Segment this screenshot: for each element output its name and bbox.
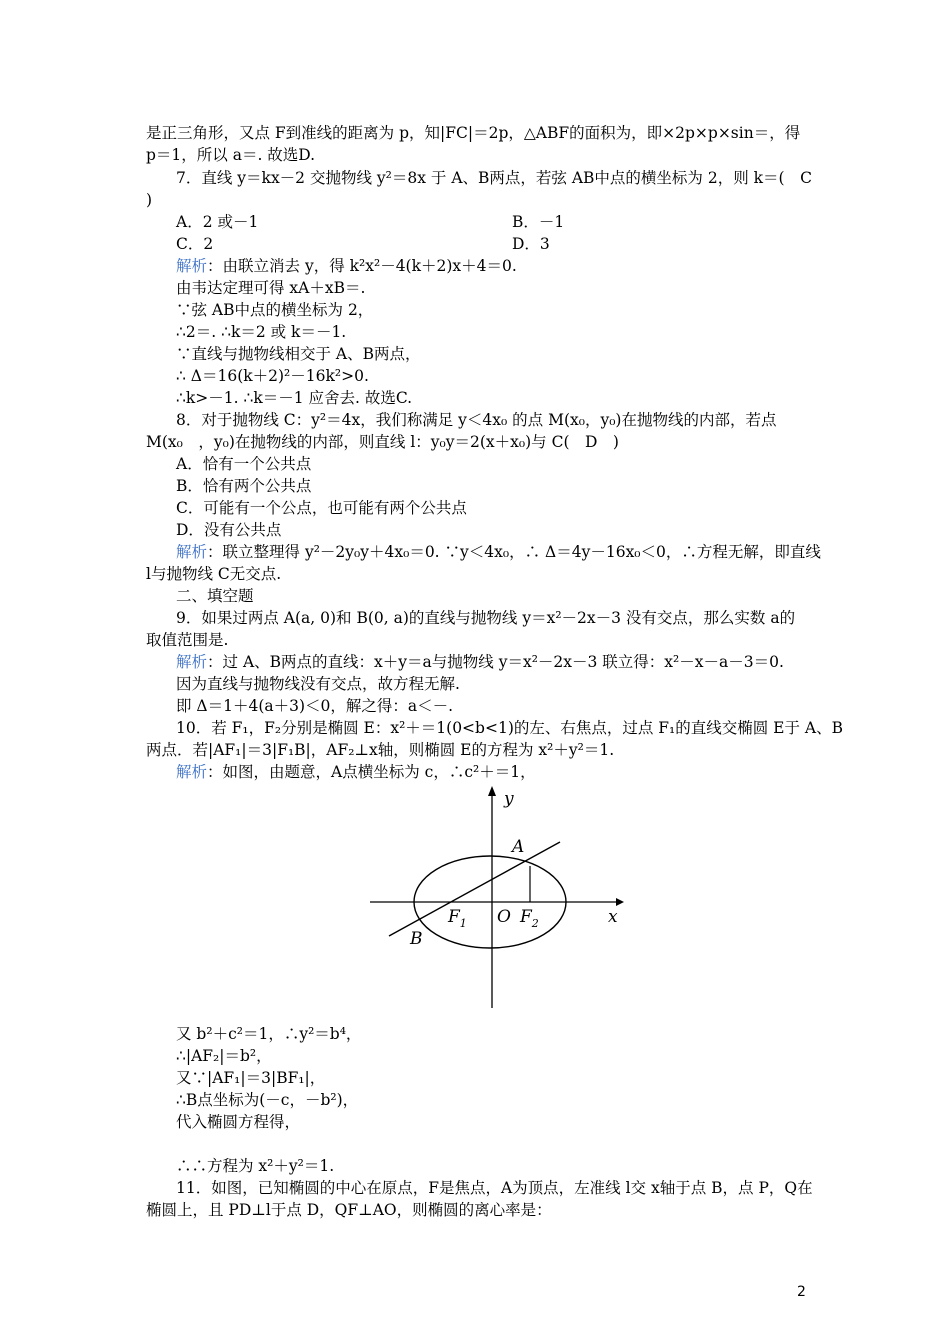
question-11-stem-cont: 椭圆上，且 PD⊥l于点 D，QF⊥AO，则椭圆的离心率是： bbox=[146, 1201, 552, 1219]
question-10-stem: 10．若 F₁，F₂分别是椭圆 E：x²＋＝1(0<b<1)的左、右焦点，过点 F₁的直线交椭圆 E于 A、B bbox=[176, 719, 844, 737]
q7-option-c: C．2 bbox=[176, 235, 214, 253]
ellipse-figure bbox=[360, 782, 630, 1012]
question-7-stem: 7．直线 y＝kx－2 交抛物线 y²＝8x 于 A、B两点，若弦 AB中点的横坐标为 2，则 k＝( C bbox=[176, 169, 812, 187]
q10-analysis-line: 又∵|AF₁|＝3|BF₁|， bbox=[176, 1069, 326, 1087]
text-line: p＝1，所以 a＝. 故选D. bbox=[146, 146, 316, 164]
q7-analysis-line: ∴2＝. ∴k＝2 或 k＝－1. bbox=[176, 323, 347, 341]
analysis-text: ：如图，由题意，A点横坐标为 c，∴c²＋＝1， bbox=[207, 763, 536, 781]
q10-analysis-line: 又 b²＋c²＝1，∴y²＝b⁴， bbox=[176, 1025, 362, 1043]
point-b-label: B bbox=[410, 929, 423, 949]
q7-analysis-line bbox=[176, 255, 517, 277]
analysis-text: ：联立整理得 y²－2y₀y＋4x₀＝0. ∵y＜4x₀，∴ Δ＝4y－16x₀＜0，∴方程无解，即直线 bbox=[207, 543, 821, 561]
y-axis-arrow bbox=[488, 786, 496, 796]
y-axis-label: y bbox=[504, 789, 514, 809]
q7-option-a: A．2 或－1 bbox=[176, 213, 259, 231]
q8-analysis-line bbox=[176, 541, 821, 563]
origin-label: O bbox=[497, 907, 511, 927]
q8-option-b: B．恰有两个公共点 bbox=[176, 477, 312, 495]
q10-analysis-line: ∴B点坐标为(－c，－b²)， bbox=[176, 1091, 359, 1109]
q10-analysis-line: ∴|AF₂|＝b²， bbox=[176, 1047, 272, 1065]
question-9-stem: 9．如果过两点 A(a, 0)和 B(0, a)的直线与抛物线 y＝x²－2x－3 没有交点，那么实数 a的 bbox=[176, 609, 796, 627]
q8-option-a: A．恰有一个公共点 bbox=[176, 455, 312, 473]
text-line: 是正三角形，又点 F到准线的距离为 p，知|FC|＝2p，△ABF的面积为，即×2p×p×sin＝，得 bbox=[146, 124, 801, 142]
q7-analysis-line: ∵弦 AB中点的横坐标为 2， bbox=[176, 301, 374, 319]
analysis-label: 解析 bbox=[176, 257, 208, 275]
q7-analysis-line: ∴ Δ＝16(k＋2)²－16k²>0. bbox=[176, 367, 369, 385]
analysis-text: ：过 A、B两点的直线：x＋y＝a与抛物线 y＝x²－2x－3 联立得：x²－x－a－3＝0. bbox=[207, 653, 784, 671]
q9-analysis-line: 因为直线与抛物线没有交点，故方程无解. bbox=[176, 675, 460, 693]
question-9-stem-cont: 取值范围是. bbox=[146, 631, 229, 649]
point-a-label: A bbox=[512, 837, 525, 857]
q8-analysis-line: l与抛物线 C无交点. bbox=[146, 565, 282, 583]
focus-f2-label: $F_2$ bbox=[520, 907, 539, 930]
analysis-label: 解析 bbox=[176, 763, 208, 781]
q10-analysis-line: 代入椭圆方程得， bbox=[176, 1113, 301, 1131]
q9-analysis-line bbox=[176, 651, 784, 673]
q7-option-b: B．－1 bbox=[512, 213, 565, 231]
q7-analysis-line: ∵直线与抛物线相交于 A、B两点， bbox=[176, 345, 421, 363]
question-7-stem-cont: ) bbox=[146, 191, 153, 209]
q10-analysis-line bbox=[176, 761, 536, 783]
focus-f1-label: $F_1$ bbox=[448, 907, 467, 930]
analysis-label: 解析 bbox=[176, 543, 208, 561]
q7-analysis-line: ∴k>－1. ∴k＝－1 应舍去. 故选C. bbox=[176, 389, 413, 407]
question-8-stem: 8．对于抛物线 C：y²＝4x，我们称满足 y＜4x₀ 的点 M(x₀，y₀)在抛物线的内部，若点 bbox=[176, 411, 777, 429]
analysis-label: 解析 bbox=[176, 653, 208, 671]
q9-analysis-line: 即 Δ＝1＋4(a＋3)＜0，解之得：a＜－. bbox=[176, 697, 454, 715]
q7-option-d: D．3 bbox=[512, 235, 550, 253]
q10-analysis-line: ∴∴方程为 x²＋y²＝1. bbox=[176, 1157, 335, 1175]
x-axis-arrow bbox=[616, 898, 624, 906]
q8-option-c: C．可能有一个公点，也可能有两个公共点 bbox=[176, 499, 467, 517]
section-heading: 二、填空题 bbox=[176, 587, 254, 605]
question-8-stem-cont: M(x₀ ，y₀)在抛物线的内部，则直线 l：y₀y＝2(x＋x₀)与 C( D ) bbox=[146, 433, 619, 451]
question-11-stem: 11．如图，已知椭圆的中心在原点，F是焦点，A为顶点，左准线 l交 x轴于点 B，点 P，Q在 bbox=[176, 1179, 813, 1197]
q8-option-d: D．没有公共点 bbox=[176, 521, 282, 539]
analysis-text: ：由联立消去 y，得 k²x²－4(k＋2)x＋4＝0. bbox=[207, 257, 517, 275]
question-10-stem-cont: 两点．若|AF₁|＝3|F₁B|，AF₂⊥x轴，则椭圆 E的方程为 x²＋y²＝1. bbox=[146, 741, 615, 759]
page-number: 2 bbox=[797, 1284, 806, 1300]
x-axis-label: x bbox=[608, 907, 618, 927]
q7-analysis-line: 由韦达定理可得 xA＋xB＝. bbox=[176, 279, 366, 297]
